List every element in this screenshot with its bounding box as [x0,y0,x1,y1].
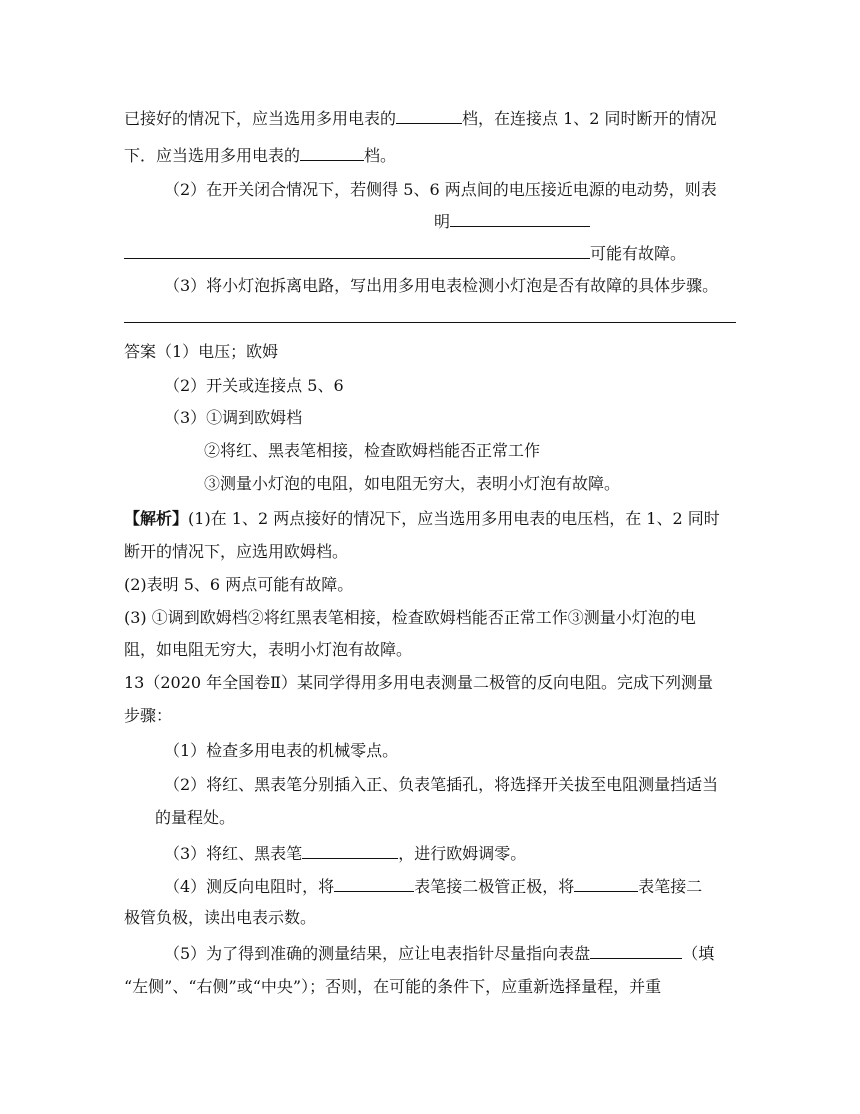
text-segment: （4）测反向电阻时，将 [164,877,335,896]
answer-5: ③测量小灯泡的电阻，如电阻无穷大，表明小灯泡有故障。 [204,474,621,493]
text-segment: 下．应当选用多用电表的 [124,146,301,165]
q12-p2-line2 [434,211,590,232]
q12-p3-line1: （3）将小灯泡拆离电路，写出用多用电表检测小灯泡是否有故障的具体步骤。 [164,276,719,295]
q13-title-line1: 13（2020 年全国卷Ⅱ）某同学得用多用电表测量二极管的反向电阻。完成下列测量 [124,673,714,692]
text-segment: （填 [682,944,715,963]
text-segment: 表笔接二 [638,877,703,896]
text-segment: 表笔接二极管正极，将 [414,877,575,896]
analysis-line5: 阻，如电阻无穷大，表明小灯泡有故障。 [124,640,413,659]
answer-blank[interactable] [302,843,398,859]
answer-blank[interactable] [590,943,682,959]
answer-blank[interactable] [450,211,590,227]
text-segment: ，进行欧姆调零。 [398,844,527,863]
text-segment: (1)在 1、2 两点接好的情况下，应当选用多用电表的电压档，在 1、2 同时 [188,509,720,528]
text-segment: 明 [434,212,451,231]
q13-step3 [164,843,526,864]
analysis-line4: (3) ①调到欧姆档②将红黑表笔相接，检查欧姆档能否正常工作③测量小灯泡的电 [124,608,696,627]
q13-title-line2: 步骤： [124,706,173,725]
q12-p1-line1 [124,108,717,129]
text-segment: 档。 [364,146,397,165]
text-segment: （3）将红、黑表笔 [164,844,303,863]
text-segment: 可能有故障。 [590,244,687,263]
q12-p2-line1: （2）在开关闭合情况下，若侧得 5、6 两点间的电压接近电源的电动势，则表 [164,180,717,199]
answer-1: 答案（1）电压；欧姆 [124,342,279,361]
analysis-tag: 【解析】 [124,509,189,528]
q12-p2-line3 [124,243,686,264]
q13-step1: （1）检查多用电表的机械零点。 [164,741,399,760]
text-segment: 档，在连接点 1、2 同时断开的情况 [462,109,717,128]
answer-line[interactable] [124,322,736,323]
answer-3: （3）①调到欧姆档 [164,408,303,427]
answer-blank[interactable] [334,876,414,892]
text-segment: 已接好的情况下，应当选用多用电表的 [124,109,397,128]
answer-blank[interactable] [396,108,462,124]
q13-step4-line1 [164,876,702,897]
q13-step2-line2: 的量程处。 [155,808,236,827]
answer-blank[interactable] [574,876,638,892]
q13-step5-line1 [164,943,714,964]
answer-4: ②将红、黑表笔相接，检查欧姆档能否正常工作 [204,441,541,460]
text-segment: （5）为了得到准确的测量结果，应让电表指针尽量指向表盘 [164,944,591,963]
analysis-line3: (2)表明 5、6 两点可能有故障。 [124,575,354,594]
q12-p1-line2 [124,145,396,166]
analysis-line1 [124,509,720,529]
q13-step4-line2: 极管负极，读出电表示数。 [124,908,317,927]
answer-blank[interactable] [300,145,364,161]
analysis-line2: 断开的情况下，应选用欧姆档。 [124,542,349,561]
q13-step2-line1: （2）将红、黑表笔分别插入正、负表笔插孔，将选择开关拔至电阻测量挡适当 [164,775,719,794]
q13-step5-line2: “左侧”、“右侧”或“中央”）；否则，在可能的条件下，应重新选择量程，并重 [124,977,662,996]
answer-2: （2）开关或连接点 5、6 [164,376,344,395]
answer-blank[interactable] [124,243,590,259]
